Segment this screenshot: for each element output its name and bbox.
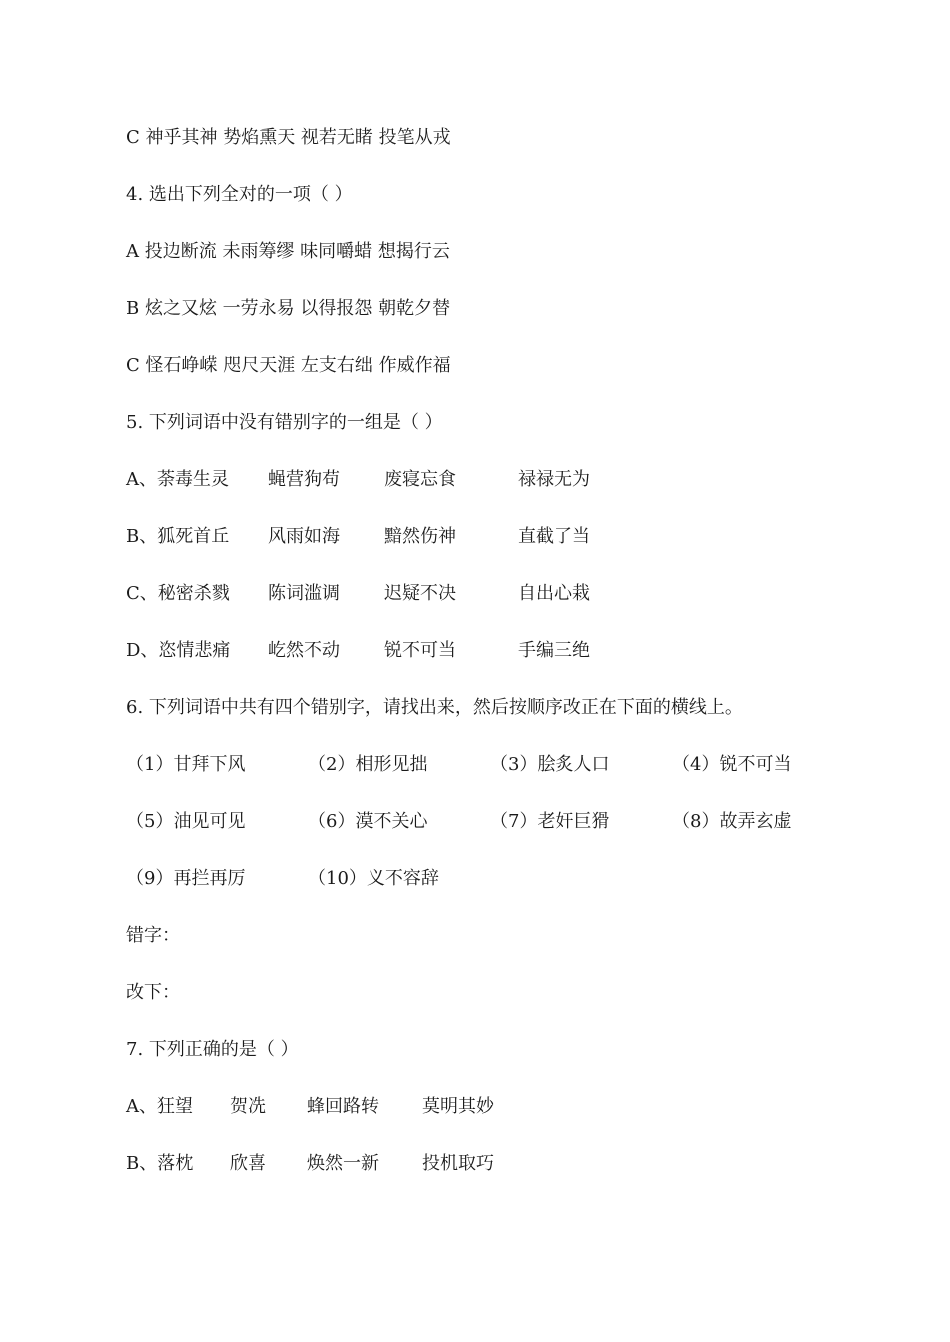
q5-a-term-2: 蝇营狗苟 <box>268 469 340 490</box>
q5-c-term-2: 陈词滥调 <box>268 583 340 604</box>
q6-correct-label: 改下： <box>126 982 180 1003</box>
q5-c-term-3: 迟疑不决 <box>384 583 456 604</box>
q5-stem: 5. 下列词语中没有错别字的一组是（ ） <box>126 412 443 433</box>
q4-option-c: C 怪石峥嵘 咫尺天涯 左支右绌 作威作福 <box>126 355 451 376</box>
q6-item-10: （10）义不容辞 <box>308 868 439 889</box>
q6-item-9: （9）再拦再厉 <box>126 868 246 889</box>
q6-item-2: （2）相形见拙 <box>308 754 428 775</box>
q4-stem: 4. 选出下列全对的一项（ ） <box>126 184 353 205</box>
q6-item-1: （1）甘拜下风 <box>126 754 246 775</box>
q5-a-term-1: A、荼毒生灵 <box>126 469 229 490</box>
q7-a-term-3: 蜂回路转 <box>307 1096 379 1117</box>
q6-wrong-label: 错字： <box>126 925 180 946</box>
q5-a-term-4: 禄禄无为 <box>518 469 590 490</box>
q6-stem: 6. 下列词语中共有四个错别字，请找出来，然后按顺序改正在下面的横线上。 <box>126 697 743 718</box>
q5-b-term-3: 黯然伤神 <box>384 526 456 547</box>
q7-b-term-2: 欣喜 <box>230 1153 266 1174</box>
q6-item-5: （5）油见可见 <box>126 811 246 832</box>
q5-d-term-3: 锐不可当 <box>384 640 456 661</box>
q3-option-c: C 神乎其神 势焰熏天 视若无睹 投笔从戎 <box>126 127 451 148</box>
q5-b-term-2: 风雨如海 <box>268 526 340 547</box>
q7-b-term-4: 投机取巧 <box>422 1153 494 1174</box>
q7-a-term-1: A、狂望 <box>126 1096 193 1117</box>
q6-item-4: （4）锐不可当 <box>672 754 792 775</box>
q6-item-7: （7）老奸巨猾 <box>490 811 610 832</box>
q5-c-term-1: C、秘密杀戮 <box>126 583 230 604</box>
q5-d-term-2: 屹然不动 <box>268 640 340 661</box>
q4-option-b: B 炫之又炫 一劳永易 以得报怨 朝乾夕替 <box>126 298 451 319</box>
q5-d-term-1: D、恣情悲痛 <box>126 640 231 661</box>
q5-a-term-3: 废寝忘食 <box>384 469 456 490</box>
q7-a-term-4: 莫明其妙 <box>422 1096 494 1117</box>
q5-c-term-4: 自出心栽 <box>518 583 590 604</box>
q6-item-6: （6）漠不关心 <box>308 811 428 832</box>
q5-b-term-4: 直截了当 <box>518 526 590 547</box>
q4-option-a: A 投边断流 未雨筹缪 味同嚼蜡 想揭行云 <box>126 241 450 262</box>
q6-item-3: （3）脍炙人口 <box>490 754 610 775</box>
q7-b-term-3: 焕然一新 <box>307 1153 379 1174</box>
q5-d-term-4: 手编三绝 <box>518 640 590 661</box>
q7-stem: 7. 下列正确的是（ ） <box>126 1039 299 1060</box>
q5-b-term-1: B、狐死首丘 <box>126 526 230 547</box>
q7-a-term-2: 贺冼 <box>230 1096 266 1117</box>
q7-b-term-1: B、落枕 <box>126 1153 194 1174</box>
q6-item-8: （8）故弄玄虚 <box>672 811 792 832</box>
